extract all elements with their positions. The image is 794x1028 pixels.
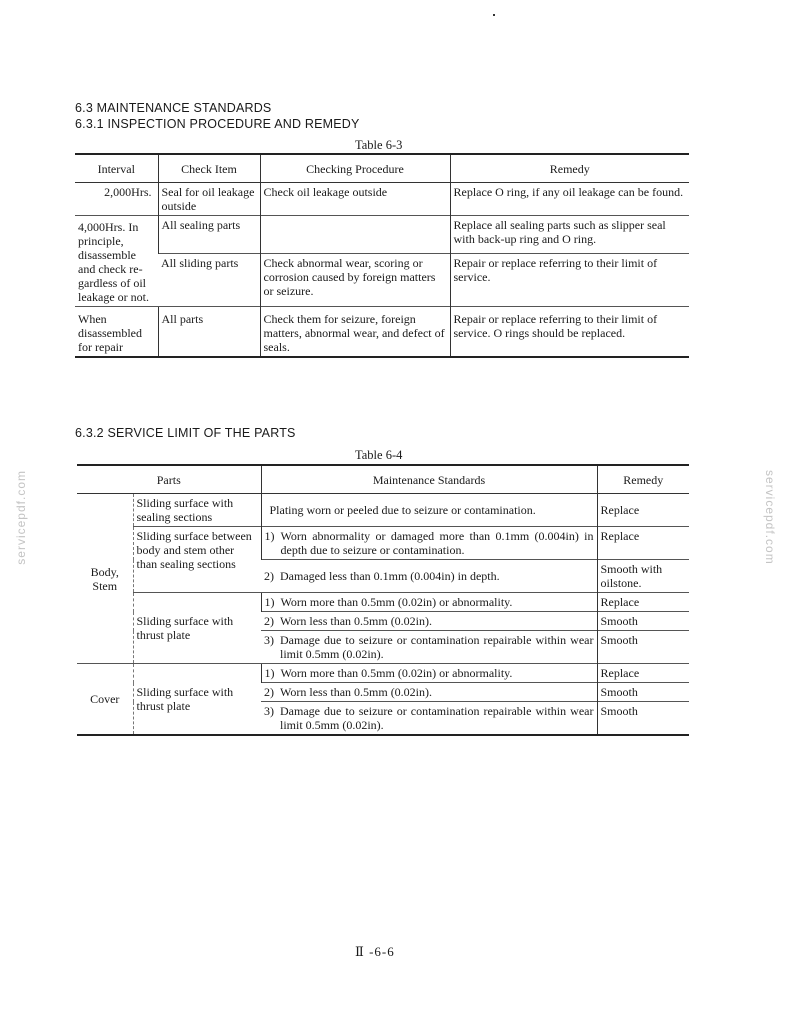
inspection-table bbox=[75, 153, 689, 358]
column-header: Remedy bbox=[450, 154, 689, 183]
section-heading: 6.3 MAINTENANCE STANDARDS bbox=[75, 101, 272, 115]
item-number: 1) bbox=[264, 529, 275, 543]
item-number: 2) bbox=[264, 569, 274, 583]
interval-cell: 2,000Hrs. bbox=[75, 183, 158, 216]
column-header: Maintenance Standards bbox=[261, 465, 597, 494]
table-row bbox=[77, 527, 689, 560]
interval-cell: 4,000Hrs. In principle, disassemble and check re-gardless of oil leakage or not. bbox=[75, 216, 158, 307]
table-row bbox=[75, 216, 689, 254]
remedy-cell: Replace bbox=[597, 593, 689, 612]
check-item-cell: All sliding parts bbox=[158, 253, 260, 306]
standard-cell: Damage due to seizure or contamination repairable within wear limit 0.5mm (0.02in). bbox=[280, 704, 594, 732]
watermark-right: servicepdf.com bbox=[763, 470, 777, 565]
remedy-cell: Replace O ring, if any oil leakage can be found. bbox=[450, 183, 689, 216]
column-header: Remedy bbox=[597, 465, 689, 494]
remedy-cell: Replace bbox=[597, 527, 689, 560]
remedy-cell: Smooth bbox=[597, 683, 689, 702]
remedy-cell: Repair or replace referring to their limit of service. O rings should be replaced. bbox=[450, 307, 689, 358]
remedy-cell: Smooth bbox=[597, 631, 689, 664]
remedy-cell: Smooth with oilstone. bbox=[597, 560, 689, 593]
procedure-cell: Check them for seizure, foreign matters, abnormal wear, and defect of seals. bbox=[260, 307, 450, 358]
remedy-cell: Replace bbox=[597, 494, 689, 527]
procedure-cell bbox=[260, 216, 450, 254]
standard-cell: Worn more than 0.5mm (0.02in) or abnormality. bbox=[280, 666, 513, 680]
table-header-row bbox=[77, 465, 689, 494]
part-cell: Sliding surface with thrust plate bbox=[133, 593, 261, 664]
check-item-cell: All sealing parts bbox=[158, 216, 260, 254]
item-number: 1) bbox=[264, 666, 275, 680]
standard-cell: Worn more than 0.5mm (0.02in) or abnormality. bbox=[280, 595, 513, 609]
standard-cell: Plating worn or peeled due to seizure or contamination. bbox=[261, 494, 597, 527]
table-caption: Table 6-4 bbox=[355, 448, 403, 462]
standard-cell: Damaged less than 0.1mm (0.004in) in depth. bbox=[280, 569, 500, 583]
subsection-heading: 6.3.2 SERVICE LIMIT OF THE PARTS bbox=[75, 426, 296, 440]
remedy-cell: Repair or replace referring to their limit of service. bbox=[450, 253, 689, 306]
check-item-cell: All parts bbox=[158, 307, 260, 358]
part-cell: Sliding surface with sealing sections bbox=[133, 494, 261, 527]
speck bbox=[493, 14, 495, 16]
remedy-cell: Replace bbox=[597, 664, 689, 683]
procedure-cell: Check oil leakage outside bbox=[260, 183, 450, 216]
standard-cell: Worn abnormality or damaged more than 0.1mm (0.004in) in depth due to seizure or contamination. bbox=[280, 529, 594, 557]
item-number: 3) bbox=[264, 633, 274, 647]
table-row bbox=[77, 593, 689, 612]
procedure-cell: Check abnormal wear, scoring or corrosion caused by foreign matters or seizure. bbox=[260, 253, 450, 306]
part-cell: Sliding surface with thrust plate bbox=[133, 664, 261, 736]
part-cell: Sliding surface between body and stem other than sealing sections bbox=[133, 527, 261, 593]
watermark-left: servicepdf.com bbox=[14, 470, 28, 565]
table-row bbox=[77, 664, 689, 683]
remedy-cell: Smooth bbox=[597, 702, 689, 736]
column-header: Checking Procedure bbox=[260, 154, 450, 183]
check-item-cell: Seal for oil leakage outside bbox=[158, 183, 260, 216]
interval-cell: When disassembled for repair bbox=[75, 307, 158, 358]
part-group-cell: Cover bbox=[77, 664, 133, 736]
item-number: 2) bbox=[264, 614, 274, 628]
item-number: 2) bbox=[264, 685, 274, 699]
standard-cell: Worn less than 0.5mm (0.02in). bbox=[280, 614, 433, 628]
table-row bbox=[75, 253, 689, 306]
table-row bbox=[75, 183, 689, 216]
table-row bbox=[77, 494, 689, 527]
table-header-row bbox=[75, 154, 689, 183]
part-group-cell: Body, Stem bbox=[77, 494, 133, 664]
table-row bbox=[75, 307, 689, 358]
subsection-heading: 6.3.1 INSPECTION PROCEDURE AND REMEDY bbox=[75, 117, 360, 131]
service-limit-table bbox=[77, 464, 689, 736]
standard-cell: Damage due to seizure or contamination repairable within wear limit 0.5mm (0.02in). bbox=[280, 633, 594, 661]
item-number: 1) bbox=[264, 595, 275, 609]
remedy-cell: Smooth bbox=[597, 612, 689, 631]
standard-cell: Worn less than 0.5mm (0.02in). bbox=[280, 685, 433, 699]
remedy-cell: Replace all sealing parts such as slipper seal with back-up ring and O ring. bbox=[450, 216, 689, 254]
column-header: Parts bbox=[77, 465, 261, 494]
page-number: Ⅱ -6-6 bbox=[355, 944, 395, 959]
table-caption: Table 6-3 bbox=[355, 138, 403, 152]
column-header: Check Item bbox=[158, 154, 260, 183]
item-number: 3) bbox=[264, 704, 274, 718]
column-header: Interval bbox=[75, 154, 158, 183]
